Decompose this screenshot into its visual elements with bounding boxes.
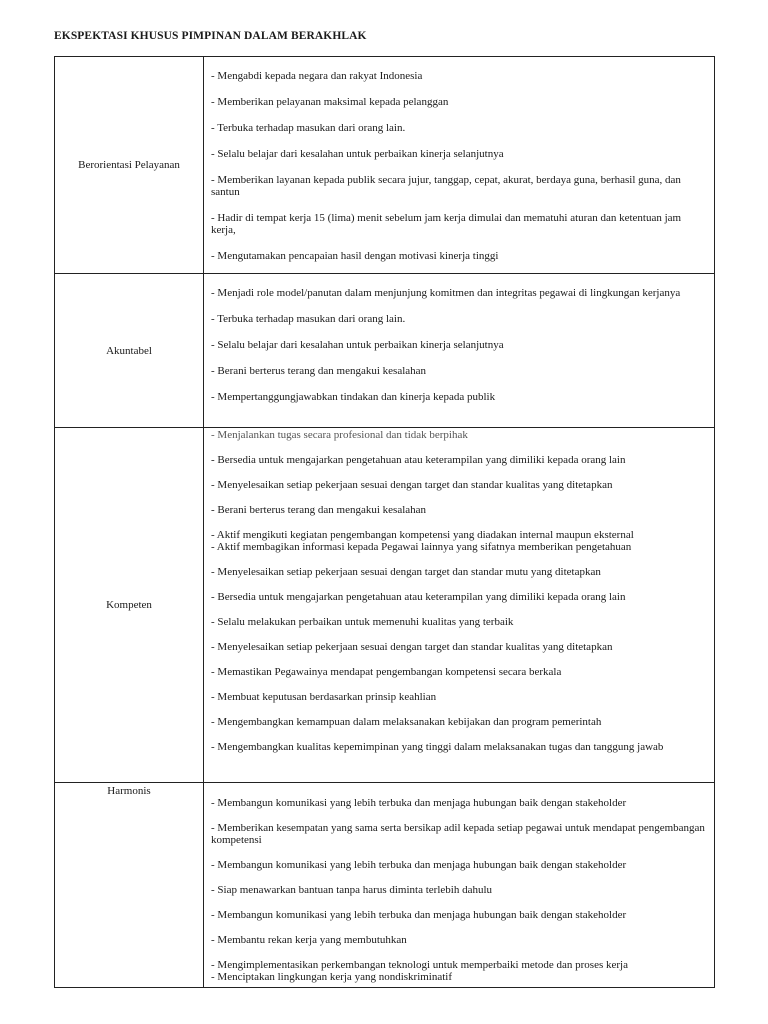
list-item: - Selalu belajar dari kesalahan untuk perbaikan kinerja selanjutnya [211, 339, 504, 351]
category-cell [55, 57, 204, 273]
list-item: - Terbuka terhadap masukan dari orang lain. [211, 313, 406, 325]
table-row-akuntabel [55, 274, 714, 428]
list-item: - Menyelesaikan setiap pekerjaan sesuai dengan target dan standar kualitas yang ditetapkan [211, 479, 613, 491]
list-item: - Selalu belajar dari kesalahan untuk perbaikan kinerja selanjutnya [211, 148, 504, 160]
list-item: - Aktif mengikuti kegiatan pengembangan kompetensi yang diadakan internal maupun eksternal [211, 529, 634, 541]
list-item: - Bersedia untuk mengajarkan pengetahuan atau keterampilan yang dimiliki kepada orang lain [211, 454, 626, 466]
list-item: - Mengembangkan kualitas kepemimpinan yang tinggi dalam melaksanakan tugas dan tanggung jawab [211, 741, 664, 753]
list-item: - Menyelesaikan setiap pekerjaan sesuai dengan target dan standar mutu yang ditetapkan [211, 566, 601, 578]
items-cell [204, 57, 714, 273]
category-cell [55, 783, 204, 987]
items-cell [204, 274, 714, 427]
category-label: Kompeten [106, 599, 152, 611]
list-item: - Selalu melakukan perbaikan untuk memenuhi kualitas yang terbaik [211, 616, 514, 628]
list-item: - Berani berterus terang dan mengakui kesalahan [211, 504, 427, 516]
list-item: - Bersedia untuk mengajarkan pengetahuan atau keterampilan yang dimiliki kepada orang lain [211, 591, 626, 603]
table-row-harmonis [55, 783, 714, 987]
list-item: - Aktif membagikan informasi kepada Pegawai lainnya yang sifatnya memberikan pengetahuan [211, 541, 632, 553]
list-item: - Menjalankan tugas secara profesional dan tidak berpihak [211, 429, 468, 441]
list-item: - Mengutamakan pencapaian hasil dengan motivasi kinerja tinggi [211, 250, 499, 262]
list-item: - Membuat keputusan berdasarkan prinsip keahlian [211, 691, 437, 703]
expectations-table [54, 56, 715, 988]
document-title: EKSPEKTASI KHUSUS PIMPINAN DALAM BERAKHLAK [54, 30, 367, 42]
list-item: - Berani berterus terang dan mengakui kesalahan [211, 365, 427, 377]
category-cell [55, 274, 204, 427]
list-item: - Siap menawarkan bantuan tanpa harus diminta terlebih dahulu [211, 884, 493, 896]
list-item: - Memberikan kesempatan yang sama serta bersikap adil kepada setiap pegawai untuk mendapat pengembangan kompetensi [211, 822, 705, 846]
table-row-berorientasi-pelayanan [55, 57, 714, 274]
category-label: Berorientasi Pelayanan [78, 159, 180, 171]
list-item: - Membangun komunikasi yang lebih terbuka dan menjaga hubungan baik dengan stakeholder [211, 909, 627, 921]
list-item: - Mengabdi kepada negara dan rakyat Indonesia [211, 70, 423, 82]
list-item: - Membangun komunikasi yang lebih terbuka dan menjaga hubungan baik dengan stakeholder [211, 797, 627, 809]
items-cell [204, 783, 714, 987]
list-item: - Memberikan layanan kepada publik secara jujur, tanggap, cepat, akurat, berdaya guna, berhasil guna, dan santun [211, 174, 681, 198]
list-item: - Mempertanggungjawabkan tindakan dan kinerja kepada publik [211, 391, 496, 403]
list-item: - Hadir di tempat kerja 15 (lima) menit sebelum jam kerja dimulai dan mematuhi aturan dan ketentuan jam kerja, [211, 212, 682, 236]
list-item: - Mengembangkan kemampuan dalam melaksanakan kebijakan dan program pemerintah [211, 716, 602, 728]
list-item: - Menyelesaikan setiap pekerjaan sesuai dengan target dan standar kualitas yang ditetapkan [211, 641, 613, 653]
list-item: - Membangun komunikasi yang lebih terbuka dan menjaga hubungan baik dengan stakeholder [211, 859, 627, 871]
category-cell [55, 428, 204, 782]
items-cell [204, 428, 714, 782]
list-item: - Mengimplementasikan perkembangan teknologi untuk memperbaiki metode dan proses kerja [211, 959, 628, 971]
list-item: - Menciptakan lingkungan kerja yang nondiskriminatif [211, 971, 453, 983]
category-label: Akuntabel [106, 344, 152, 357]
category-label: Harmonis [107, 785, 151, 797]
list-item: - Memberikan pelayanan maksimal kepada pelanggan [211, 96, 449, 108]
list-item: - Menjadi role model/panutan dalam menjunjung komitmen dan integritas pegawai di lingkungan kerjanya [211, 287, 681, 299]
list-item: - Memastikan Pegawainya mendapat pengembangan kompetensi secara berkala [211, 666, 562, 678]
table-row-kompeten [55, 428, 714, 783]
list-item: - Terbuka terhadap masukan dari orang lain. [211, 122, 406, 134]
list-item: - Membantu rekan kerja yang membutuhkan [211, 934, 407, 946]
